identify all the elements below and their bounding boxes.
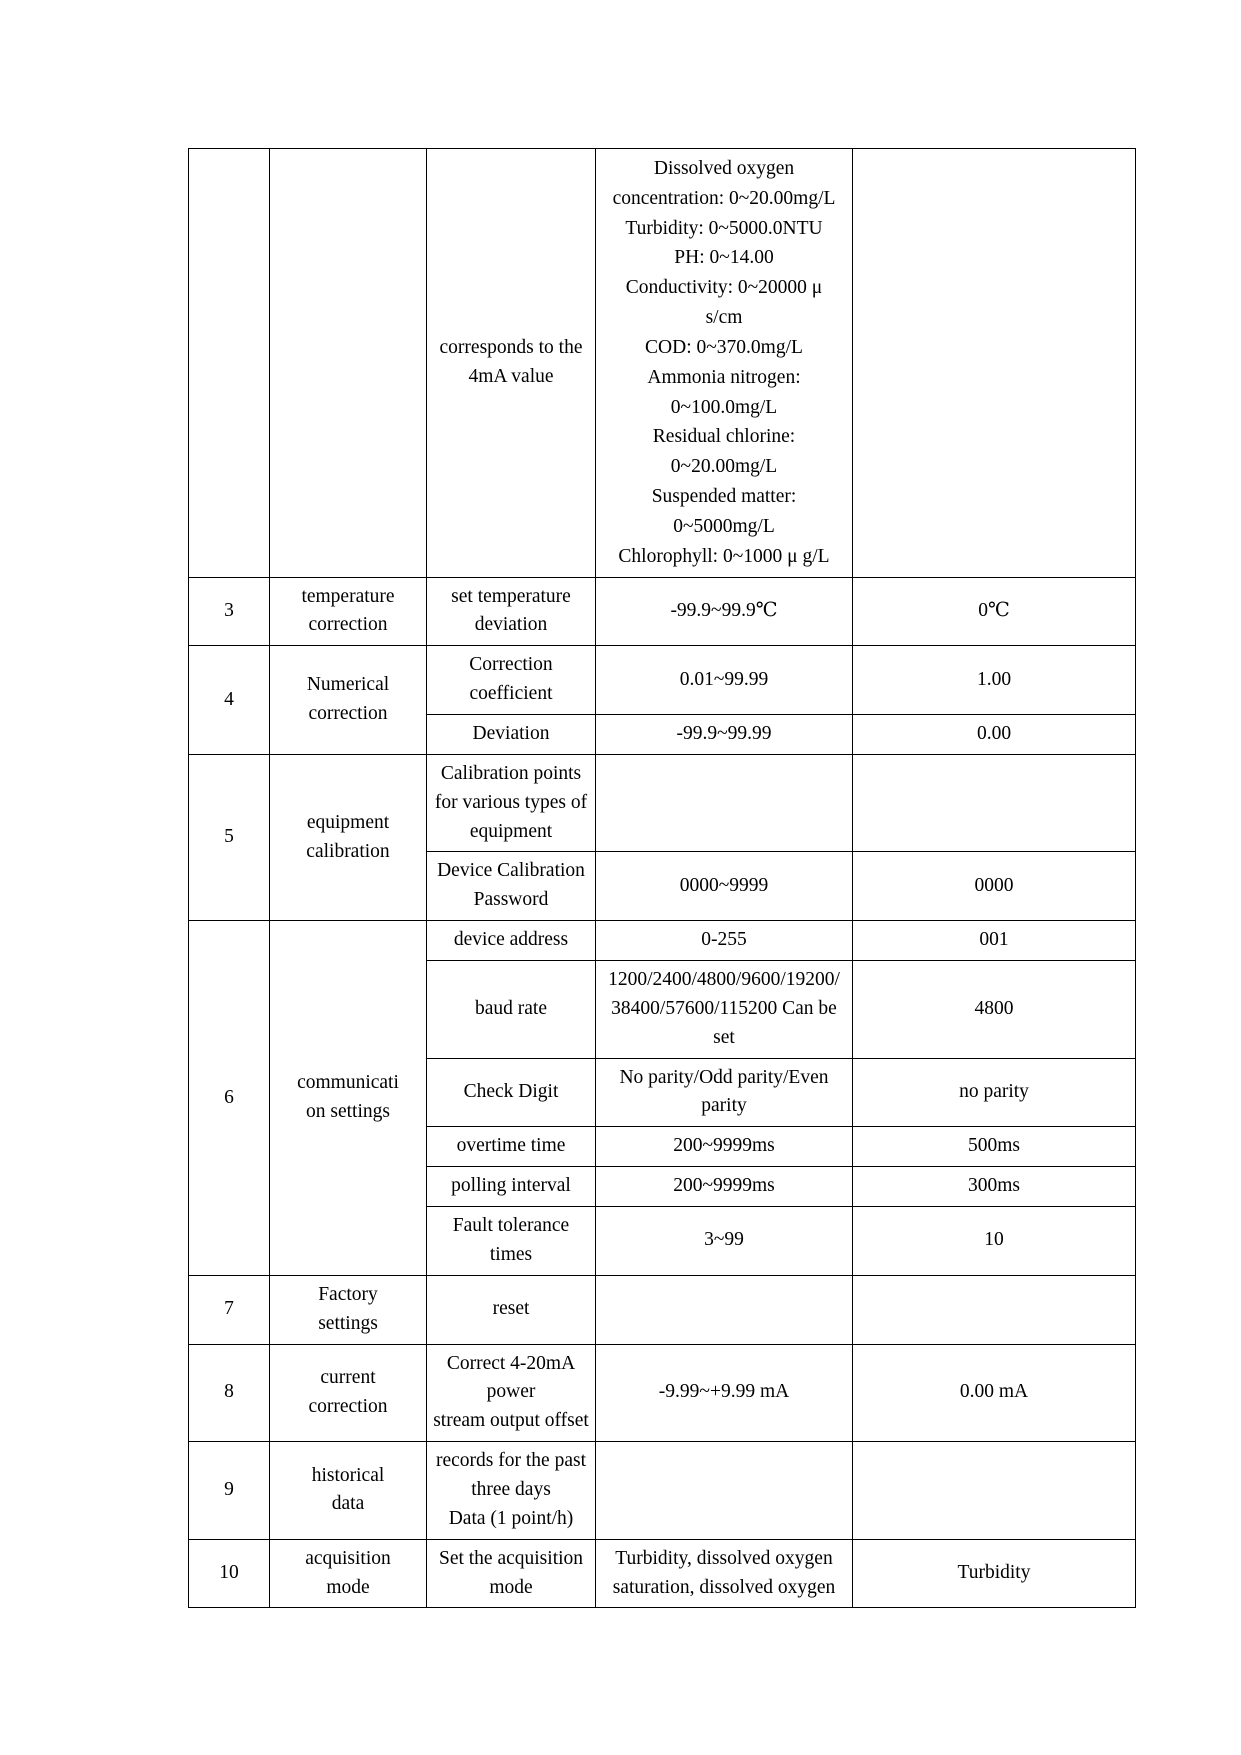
cell-range [596, 961, 853, 1059]
item-text-stack [433, 583, 589, 641]
item-line: set temperature [451, 585, 571, 607]
item-line: Correction [469, 654, 553, 676]
range-line: 38400/57600/115200 Can be [611, 997, 837, 1019]
table-body [189, 149, 1136, 1608]
cell-range: 200~9999ms [596, 1127, 853, 1167]
cell-default: 001 [853, 921, 1136, 961]
item-line: stream output offset [433, 1410, 589, 1432]
category-text-stack [276, 583, 420, 641]
cell-range: 3~99 [596, 1207, 853, 1276]
cell-item [427, 1442, 596, 1540]
cell-default: 300ms [853, 1167, 1136, 1207]
cell-item [427, 1539, 596, 1608]
cell-category [270, 1344, 427, 1442]
cell-index: 7 [189, 1275, 270, 1344]
cell-default [853, 149, 1136, 578]
category-text-stack [276, 1069, 420, 1127]
range-line: Turbidity: 0~5000.0NTU [625, 217, 823, 239]
item-line: mode [489, 1576, 533, 1598]
cell-item: polling interval [427, 1167, 596, 1207]
cell-index: 6 [189, 921, 270, 1276]
cell-item [427, 577, 596, 646]
cell-default: 4800 [853, 961, 1136, 1059]
range-line: Conductivity: 0~20000 μ [625, 277, 823, 299]
category-line: calibration [306, 840, 390, 862]
item-line: Password [473, 889, 549, 911]
category-line: equipment [306, 811, 390, 833]
range-line: No parity/Odd parity/Even [619, 1066, 829, 1088]
range-line: s/cm [705, 307, 743, 329]
item-text-stack [433, 1447, 589, 1534]
cell-index: 4 [189, 646, 270, 755]
cell-range: 0.01~99.99 [596, 646, 853, 715]
category-text-stack [276, 1281, 420, 1339]
item-text-stack [433, 857, 589, 915]
cell-item [427, 646, 596, 715]
category-line: Numerical [306, 674, 390, 696]
item-text-stack [433, 1350, 589, 1437]
cell-item: Check Digit [427, 1058, 596, 1127]
cell-index: 10 [189, 1539, 270, 1608]
cell-default [853, 1275, 1136, 1344]
cell-default: Turbidity [853, 1539, 1136, 1608]
cell-range [596, 1058, 853, 1127]
item-line: Correct 4-20mA [446, 1352, 576, 1374]
cell-default: 0000 [853, 852, 1136, 921]
range-line: Turbidity, dissolved oxygen [615, 1547, 833, 1569]
table-row [189, 577, 1136, 646]
cell-range [596, 1442, 853, 1540]
category-text-stack [276, 671, 420, 729]
cell-category [270, 1539, 427, 1608]
range-line: Dissolved oxygen [653, 158, 795, 179]
cell-category [270, 577, 427, 646]
cell-range: -9.99~+9.99 mA [596, 1344, 853, 1442]
category-line: Factory [318, 1283, 378, 1305]
item-text-stack [433, 760, 589, 847]
range-line: PH: 0~14.00 [674, 247, 774, 269]
cell-category [270, 754, 427, 920]
cell-item [427, 1344, 596, 1442]
cell-category [270, 646, 427, 755]
table-row [189, 149, 1136, 578]
cell-default: 1.00 [853, 646, 1136, 715]
table-row [189, 1539, 1136, 1608]
category-line: correction [308, 1395, 388, 1417]
cell-index: 5 [189, 754, 270, 920]
cell-range: -99.9~99.99 [596, 715, 853, 755]
cell-item [427, 852, 596, 921]
specification-table [188, 148, 1136, 1608]
category-line: data [331, 1493, 365, 1515]
table-row [189, 646, 1136, 715]
range-line: set [713, 1026, 735, 1048]
table-row [189, 1442, 1136, 1540]
cell-range [596, 1539, 853, 1608]
range-text-stack [602, 1545, 846, 1603]
category-line: current [320, 1366, 376, 1388]
cell-item: device address [427, 921, 596, 961]
cell-item [427, 149, 596, 578]
range-line: COD: 0~370.0mg/L [645, 336, 803, 358]
category-line: mode [326, 1576, 370, 1598]
range-text-stack [602, 1064, 846, 1122]
item-line: records for the past [436, 1450, 586, 1472]
cell-default: no parity [853, 1058, 1136, 1127]
cell-range [596, 1275, 853, 1344]
cell-range: 0-255 [596, 921, 853, 961]
cell-category [270, 149, 427, 578]
range-line: Chlorophyll: 0~1000 μ g/L [618, 545, 830, 567]
cell-category [270, 1442, 427, 1540]
range-text-stack [602, 966, 846, 1053]
cell-default: 0.00 mA [853, 1344, 1136, 1442]
table-row [189, 921, 1136, 961]
category-line: correction [308, 614, 388, 636]
cell-item: Fault tolerance times [427, 1207, 596, 1276]
category-line: on settings [306, 1100, 390, 1122]
cell-default [853, 754, 1136, 852]
range-line: Ammonia nitrogen: [647, 366, 801, 388]
range-line: 1200/2400/4800/9600/19200/ [608, 969, 840, 991]
item-line: 4mA value [468, 365, 554, 387]
cell-index [189, 149, 270, 578]
item-line: Calibration points [440, 762, 582, 784]
item-line: deviation [474, 614, 548, 636]
cell-range [596, 149, 853, 578]
cell-default [853, 1442, 1136, 1540]
cell-index: 9 [189, 1442, 270, 1540]
range-line: 0~20.00mg/L [670, 456, 778, 478]
table-row [189, 754, 1136, 852]
item-line: equipment [469, 820, 553, 842]
cell-index: 8 [189, 1344, 270, 1442]
cell-range: 0000~9999 [596, 852, 853, 921]
cell-default: 10 [853, 1207, 1136, 1276]
category-text-stack [276, 1545, 420, 1603]
cell-item [427, 754, 596, 852]
cell-range: -99.9~99.9℃ [596, 577, 853, 646]
item-line: Data (1 point/h) [448, 1507, 574, 1529]
item-line: Device Calibration [437, 860, 585, 882]
item-line: corresponds to the [439, 336, 583, 358]
range-line: 0~5000mg/L [673, 515, 775, 537]
category-line: correction [308, 703, 388, 725]
item-text-stack [433, 651, 589, 709]
category-line: settings [318, 1312, 378, 1334]
cell-item: Deviation [427, 715, 596, 755]
cell-category [270, 1275, 427, 1344]
cell-range: 200~9999ms [596, 1167, 853, 1207]
item-line: three days [471, 1478, 551, 1500]
item-line: Set the acquisition [438, 1547, 584, 1569]
category-line: acquisition [305, 1547, 391, 1569]
cell-item: baud rate [427, 961, 596, 1059]
cell-range [596, 754, 853, 852]
range-line: concentration: 0~20.00mg/L [612, 187, 836, 209]
cell-item: overtime time [427, 1127, 596, 1167]
category-line: communicati [297, 1072, 399, 1094]
cell-category [270, 921, 427, 1276]
range-line: Suspended matter: [651, 486, 797, 508]
cell-default: 0.00 [853, 715, 1136, 755]
cell-default: 500ms [853, 1127, 1136, 1167]
cell-index: 3 [189, 577, 270, 646]
range-line: parity [701, 1095, 747, 1117]
range-line: Residual chlorine: [652, 426, 796, 448]
table-row [189, 1275, 1136, 1344]
cell-item: reset [427, 1275, 596, 1344]
category-line: temperature [301, 585, 395, 607]
item-text-stack [433, 334, 589, 392]
cell-default: 0℃ [853, 577, 1136, 646]
category-text-stack [276, 1462, 420, 1520]
category-text-stack [276, 1364, 420, 1422]
specification-table-wrapper [188, 148, 1070, 1608]
item-line: for various types of [434, 791, 588, 813]
category-text-stack [276, 809, 420, 867]
range-line: 0~100.0mg/L [670, 396, 778, 418]
item-line: coefficient [469, 683, 553, 705]
item-line: power [486, 1381, 536, 1403]
table-row [189, 1344, 1136, 1442]
range-line: saturation, dissolved oxygen [612, 1576, 836, 1598]
category-line: historical [311, 1464, 385, 1486]
item-text-stack [433, 1545, 589, 1603]
